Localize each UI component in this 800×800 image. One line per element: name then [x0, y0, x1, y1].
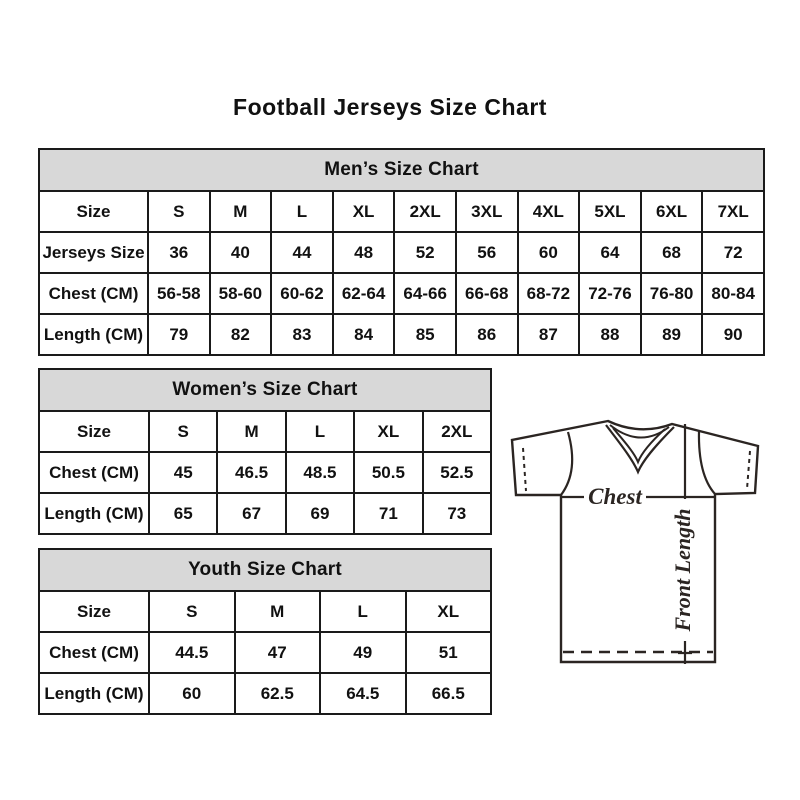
cell: 40: [210, 232, 272, 273]
table-row: [39, 591, 491, 632]
page-title: Football Jerseys Size Chart: [233, 94, 547, 120]
cell: 73: [423, 493, 491, 534]
cell: 56: [456, 232, 518, 273]
cell: XL: [354, 411, 422, 452]
cell: L: [320, 591, 406, 632]
cell: 90: [702, 314, 764, 355]
row-header: Length (CM): [39, 314, 148, 355]
cell: 51: [406, 632, 492, 673]
table-title-row: [39, 149, 764, 191]
womens-size-table: [38, 368, 492, 535]
cell: 89: [641, 314, 703, 355]
table-row: [39, 232, 764, 273]
cell: 60: [518, 232, 580, 273]
table-row: [39, 411, 491, 452]
womens-table-title: Women’s Size Chart: [39, 369, 491, 411]
cell: 52: [394, 232, 456, 273]
cell: 49: [320, 632, 406, 673]
cell: 62-64: [333, 273, 395, 314]
cell: 87: [518, 314, 580, 355]
row-header: Length (CM): [39, 493, 149, 534]
cell: 80-84: [702, 273, 764, 314]
row-header: Chest (CM): [39, 273, 148, 314]
table-row: [39, 673, 491, 714]
cell: S: [149, 411, 217, 452]
cell: 86: [456, 314, 518, 355]
row-header: Chest (CM): [39, 632, 149, 673]
cell: 84: [333, 314, 395, 355]
chest-label: Chest: [588, 484, 642, 509]
cell: 48: [333, 232, 395, 273]
cell: 67: [217, 493, 285, 534]
cell: 66.5: [406, 673, 492, 714]
cell: 64.5: [320, 673, 406, 714]
jersey-diagram: [500, 403, 780, 675]
table-row: [39, 493, 491, 534]
table-row: [39, 632, 491, 673]
cell: 64-66: [394, 273, 456, 314]
cell: 4XL: [518, 191, 580, 232]
cell: S: [148, 191, 210, 232]
cell: 60: [149, 673, 235, 714]
cell: 60-62: [271, 273, 333, 314]
row-header: Size: [39, 191, 148, 232]
cell: XL: [406, 591, 492, 632]
table-row: [39, 452, 491, 493]
youth-size-table: [38, 548, 492, 715]
cell: 71: [354, 493, 422, 534]
cell: 64: [579, 232, 641, 273]
cell: 56-58: [148, 273, 210, 314]
cell: 44.5: [149, 632, 235, 673]
cell: 58-60: [210, 273, 272, 314]
cell: L: [271, 191, 333, 232]
cell: 46.5: [217, 452, 285, 493]
cell: 72-76: [579, 273, 641, 314]
row-header: Size: [39, 411, 149, 452]
cell: 5XL: [579, 191, 641, 232]
mens-table-title: Men’s Size Chart: [39, 149, 764, 191]
cell: 44: [271, 232, 333, 273]
cell: M: [217, 411, 285, 452]
cell: 76-80: [641, 273, 703, 314]
cell: 36: [148, 232, 210, 273]
cell: 68: [641, 232, 703, 273]
cell: 88: [579, 314, 641, 355]
cell: 82: [210, 314, 272, 355]
cell: 2XL: [394, 191, 456, 232]
table-title-row: [39, 549, 491, 591]
cell: 47: [235, 632, 321, 673]
cell: 6XL: [641, 191, 703, 232]
cell: 52.5: [423, 452, 491, 493]
cell: M: [235, 591, 321, 632]
cell: 66-68: [456, 273, 518, 314]
cell: 85: [394, 314, 456, 355]
cell: 72: [702, 232, 764, 273]
table-row: [39, 314, 764, 355]
cell: 65: [149, 493, 217, 534]
row-header: Chest (CM): [39, 452, 149, 493]
row-header: Length (CM): [39, 673, 149, 714]
cell: 50.5: [354, 452, 422, 493]
cell: 69: [286, 493, 354, 534]
cell: 68-72: [518, 273, 580, 314]
cell: 48.5: [286, 452, 354, 493]
cell: 45: [149, 452, 217, 493]
table-title-row: [39, 369, 491, 411]
cell: L: [286, 411, 354, 452]
cell: 7XL: [702, 191, 764, 232]
youth-table-title: Youth Size Chart: [39, 549, 491, 591]
cell: 62.5: [235, 673, 321, 714]
cell: 79: [148, 314, 210, 355]
mens-size-table: [38, 148, 765, 356]
row-header: Size: [39, 591, 149, 632]
table-row: [39, 191, 764, 232]
row-header: Jerseys Size: [39, 232, 148, 273]
cell: M: [210, 191, 272, 232]
cell: XL: [333, 191, 395, 232]
cell: 83: [271, 314, 333, 355]
cell: 2XL: [423, 411, 491, 452]
table-row: [39, 273, 764, 314]
cell: S: [149, 591, 235, 632]
cell: 3XL: [456, 191, 518, 232]
front-length-label: Front Length: [670, 508, 695, 632]
